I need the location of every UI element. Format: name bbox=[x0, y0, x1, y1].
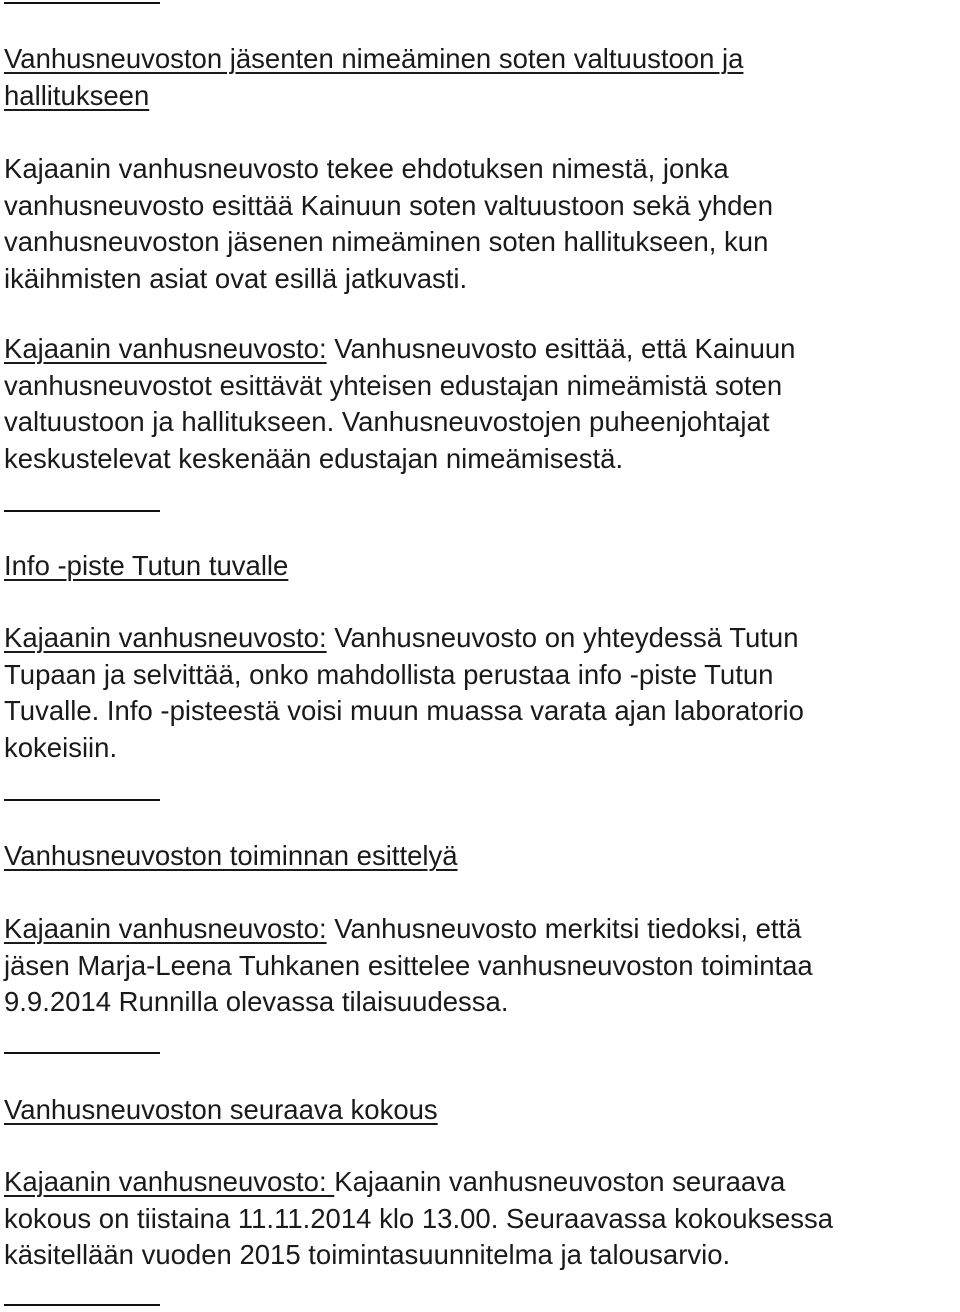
section-divider bbox=[4, 799, 160, 801]
document-page bbox=[4, 0, 956, 1312]
section-heading-nominations: Vanhusneuvoston jäsenten nimeäminen soten valtuustoon ja hallitukseen bbox=[4, 43, 744, 111]
section-heading-next-meeting: Vanhusneuvoston seuraava kokous bbox=[4, 1094, 438, 1125]
decision-label: Kajaanin vanhusneuvosto: bbox=[4, 913, 327, 944]
decision-info-point bbox=[4, 620, 954, 766]
section-divider bbox=[4, 1304, 160, 1306]
decision-presentation bbox=[4, 911, 954, 1021]
section-divider bbox=[4, 510, 160, 512]
decision-next-meeting bbox=[4, 1164, 954, 1274]
section-heading-info-point: Info -piste Tutun tuvalle bbox=[4, 550, 289, 581]
decision-nominations bbox=[4, 331, 954, 477]
section-divider bbox=[4, 2, 160, 4]
section-intro-nominations: Kajaanin vanhusneuvosto tekee ehdotuksen nimestä, jonka vanhusneuvosto esittää Kainuun soten valtuustoon sekä yhden vanhusneuvoston jäsenen nimeäminen soten hallitukseen, kun ikäihmisten asiat ovat esillä jatkuvasti. bbox=[4, 153, 774, 294]
decision-text: Kajaanin vanhusneuvoston seuraava kokous on tiistaina 11.11.2014 klo 13.00. Seuraavassa kokouksessa käsitellään vuoden 2015 toimintasuunnitelma ja talousarvio. bbox=[4, 1166, 834, 1270]
decision-label: Kajaanin vanhusneuvosto: bbox=[4, 333, 327, 364]
decision-label: Kajaanin vanhusneuvosto: bbox=[4, 1166, 335, 1197]
decision-text: Vanhusneuvosto on yhteydessä Tutun Tupaan ja selvittää, onko mahdollista perustaa info -piste Tutun Tuvalle. Info -pisteestä voisi muun muassa varata ajan laboratorio kokeisiin. bbox=[4, 622, 804, 763]
section-heading-presentation: Vanhusneuvoston toiminnan esittelyä bbox=[4, 840, 458, 871]
decision-text: Vanhusneuvosto esittää, että Kainuun vanhusneuvostot esittävät yhteisen edustajan nimeämistä soten valtuustoon ja hallitukseen. Vanhusneuvostojen puheenjohtajat keskustelevat keskenään edustajan nimeämisestä. bbox=[4, 333, 796, 474]
section-divider bbox=[4, 1052, 160, 1054]
decision-text: Vanhusneuvosto merkitsi tiedoksi, että jäsen Marja-Leena Tuhkanen esittelee vanhusneuvoston toimintaa 9.9.2014 Runnilla olevassa tilaisuudessa. bbox=[4, 913, 813, 1017]
decision-label: Kajaanin vanhusneuvosto: bbox=[4, 622, 327, 653]
